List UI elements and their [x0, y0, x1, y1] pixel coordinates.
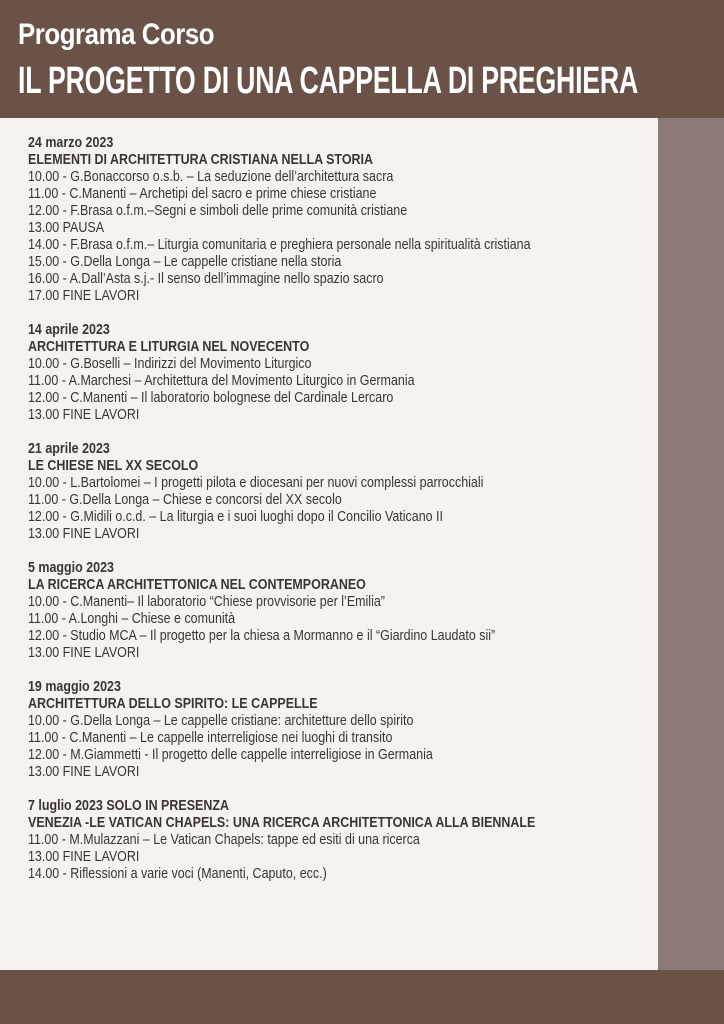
schedule-item: [28, 373, 668, 390]
schedule-item-text: 10.00 - G.Della Longa – Le cappelle cristiane: architetture dello spirito: [28, 713, 414, 729]
session-theme-text: ARCHITETTURA E LITURGIA NEL NOVECENTO: [28, 339, 310, 355]
session-date: [28, 798, 668, 815]
schedule-item-text: 10.00 - C.Manenti– Il laboratorio “Chiese provvisorie per l’Emilia”: [28, 594, 385, 610]
schedule-item: [28, 594, 668, 611]
schedule-item: [28, 203, 668, 220]
schedule-item: [28, 730, 668, 747]
schedule-item: [28, 509, 668, 526]
schedule-item-text: 11.00 - C.Manenti – Archetipi del sacro e prime chiese cristiane: [28, 186, 377, 202]
schedule-item: [28, 832, 668, 849]
schedule-item-text: 10.00 - L.Bartolomei – I progetti pilota e diocesani per nuovi complessi parrocchiali: [28, 475, 484, 491]
page-title: IL PROGETTO DI UNA CAPPELLA DI PREGHIERA: [18, 60, 639, 102]
session-block: [28, 322, 668, 424]
session-block: [28, 441, 668, 543]
schedule-item-text: 10.00 - G.Boselli – Indirizzi del Movimento Liturgico: [28, 356, 312, 372]
schedule-item-text: 17.00 FINE LAVORI: [28, 288, 140, 304]
schedule-item: [28, 186, 668, 203]
schedule-item: [28, 271, 668, 288]
schedule-item-text: 13.00 FINE LAVORI: [28, 764, 140, 780]
schedule-item: [28, 628, 668, 645]
program-content: [28, 135, 668, 900]
session-theme-text: VENEZIA -LE VATICAN CHAPELS: UNA RICERCA ARCHITETTONICA ALLA BIENNALE: [28, 815, 536, 831]
session-block: [28, 135, 668, 305]
session-theme: [28, 577, 668, 594]
session-date-text: 21 aprile 2023: [28, 441, 110, 457]
session-date-text: 24 marzo 2023: [28, 135, 114, 151]
schedule-item-text: 13.00 FINE LAVORI: [28, 849, 140, 865]
schedule-item: [28, 645, 668, 662]
header-subtitle: Programa Corso: [18, 18, 215, 51]
schedule-item: [28, 237, 668, 254]
schedule-item-text: 14.00 - Riflessioni a varie voci (Manenti, Caputo, ecc.): [28, 866, 327, 882]
schedule-item-text: 12.00 - F.Brasa o.f.m.–Segni e simboli delle prime comunità cristiane: [28, 203, 408, 219]
session-block: [28, 560, 668, 662]
session-theme: [28, 339, 668, 356]
schedule-item-text: 13.00 FINE LAVORI: [28, 407, 140, 423]
schedule-item-text: 11.00 - A.Marchesi – Architettura del Movimento Liturgico in Germania: [28, 373, 415, 389]
session-date: [28, 441, 668, 458]
session-block: [28, 798, 668, 883]
schedule-item-text: 11.00 - G.Della Longa – Chiese e concorsi del XX secolo: [28, 492, 342, 508]
header-banner: [0, 0, 724, 118]
schedule-item: [28, 288, 668, 305]
schedule-item-text: 12.00 - G.Midili o.c.d. – La liturgia e i suoi luoghi dopo il Concilio Vaticano II: [28, 509, 443, 525]
schedule-item: [28, 169, 668, 186]
schedule-item-text: 13.00 PAUSA: [28, 220, 105, 236]
schedule-item: [28, 407, 668, 424]
session-theme-text: ELEMENTI DI ARCHITETTURA CRISTIANA NELLA STORIA: [28, 152, 374, 168]
session-date: [28, 322, 668, 339]
session-date-text: 7 luglio 2023 SOLO IN PRESENZA: [28, 798, 229, 814]
session-date: [28, 679, 668, 696]
schedule-item-text: 12.00 - Studio MCA – Il progetto per la chiesa a Mormanno e il “Giardino Laudato sii”: [28, 628, 496, 644]
session-theme: [28, 815, 668, 832]
schedule-item: [28, 866, 668, 883]
session-theme-text: ARCHITETTURA DELLO SPIRITO: LE CAPPELLE: [28, 696, 318, 712]
schedule-item-text: 15.00 - G.Della Longa – Le cappelle cristiane nella storia: [28, 254, 342, 270]
schedule-item: [28, 492, 668, 509]
schedule-item-text: 13.00 FINE LAVORI: [28, 645, 140, 661]
session-date: [28, 560, 668, 577]
schedule-item: [28, 764, 668, 781]
schedule-item: [28, 475, 668, 492]
schedule-item-text: 13.00 FINE LAVORI: [28, 526, 140, 542]
session-date-text: 5 maggio 2023: [28, 560, 114, 576]
footer-bar: [0, 970, 724, 1024]
session-theme-text: LA RICERCA ARCHITETTONICA NEL CONTEMPORANEO: [28, 577, 366, 593]
schedule-item: [28, 611, 668, 628]
schedule-item: [28, 390, 668, 407]
session-theme: [28, 696, 668, 713]
schedule-item: [28, 713, 668, 730]
schedule-item-text: 16.00 - A.Dall’Asta s.j.- Il senso dell’immagine nello spazio sacro: [28, 271, 384, 287]
session-date-text: 19 maggio 2023: [28, 679, 121, 695]
schedule-item: [28, 254, 668, 271]
session-theme: [28, 458, 668, 475]
schedule-item-text: 11.00 - M.Mulazzani – Le Vatican Chapels: tappe ed esiti di una ricerca: [28, 832, 420, 848]
schedule-item-text: 11.00 - C.Manenti – Le cappelle interreligiose nei luoghi di transito: [28, 730, 393, 746]
schedule-item-text: 12.00 - M.Giammetti - Il progetto delle cappelle interreligiose in Germania: [28, 747, 433, 763]
schedule-item-text: 10.00 - G.Bonaccorso o.s.b. – La seduzione dell’architettura sacra: [28, 169, 394, 185]
schedule-item: [28, 526, 668, 543]
session-date: [28, 135, 668, 152]
session-block: [28, 679, 668, 781]
schedule-item: [28, 849, 668, 866]
schedule-item-text: 11.00 - A.Longhi – Chiese e comunità: [28, 611, 236, 627]
schedule-item: [28, 747, 668, 764]
session-theme-text: LE CHIESE NEL XX SECOLO: [28, 458, 199, 474]
schedule-item: [28, 356, 668, 373]
schedule-item-text: 14.00 - F.Brasa o.f.m.– Liturgia comunitaria e preghiera personale nella spiritualità cristiana: [28, 237, 531, 253]
schedule-item: [28, 220, 668, 237]
session-date-text: 14 aprile 2023: [28, 322, 110, 338]
schedule-item-text: 12.00 - C.Manenti – Il laboratorio bolognese del Cardinale Lercaro: [28, 390, 394, 406]
session-theme: [28, 152, 668, 169]
